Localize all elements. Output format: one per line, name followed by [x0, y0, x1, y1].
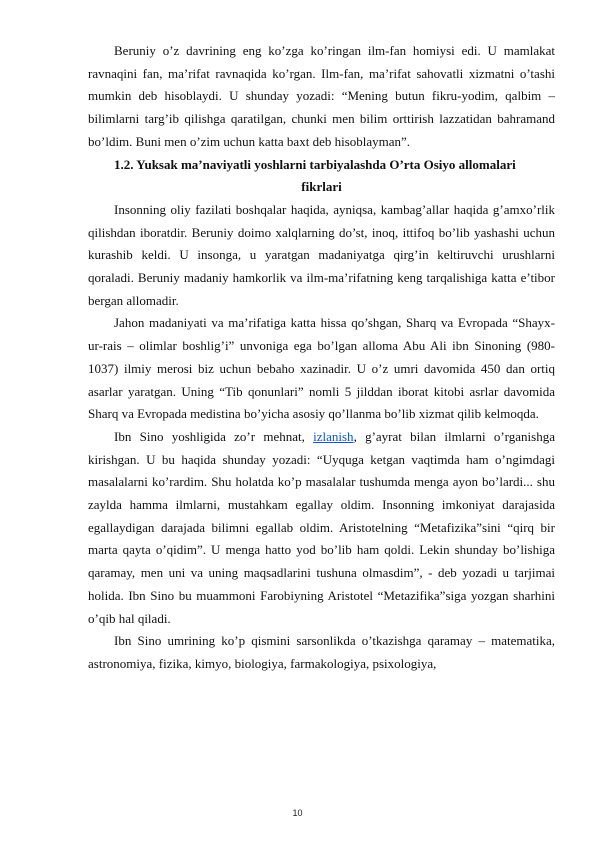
paragraph-ibn-sino-heritage: Jahon madaniyati va ma’rifatiga katta hissa qo’shgan, Sharq va Evropada “Shayx-ur-rais – olimlar boshlig’i” unvoniga ega bo’lgan alloma Abu Ali ibn Sinoning (980-1037) ilmiy merosi biz uchun bebaho xazinadir. U o’z umri davomida 450 dan ortiq asarlar yaratgan. Uning “Tib qonunlari” nomli 5 jilddan iborat kitobi asrlar davomida Sharq va Evropada medistina bo’yicha asosiy qo’llanma bo’lib xizmat qilib kelmoqda. [88, 315, 555, 422]
page-number: 10 [292, 808, 303, 818]
izlanish-link[interactable]: izlanish [313, 428, 354, 444]
section-heading-line-2: fikrlari [301, 179, 342, 195]
paragraph-text-before-link: Ibn Sino yoshligida zo’r mehnat, [114, 428, 314, 444]
section-heading [88, 154, 555, 199]
paragraph-ibn-sino-sciences: Ibn Sino umrining ko’p qismini sarsonlikda o’tkazishga qaramay – matematika, astronomiya, fizika, kimyo, biologiya, farmakologiya, psixologiya, [88, 633, 555, 671]
paragraph-text-after-link: , g’ayrat bilan ilmlarni o’rganishga kirishgan. U bu haqida shunday yozadi: “Uyquga ketgan vaqtimda ham o’ngimdagi masalalarni ko’rardim. Shu holatda ko’p masalalar tushumda menga ayon bo’lardi... shu zaylda hamma ilmlarni, mustahkam egallay oldim. Insonning imkoniyat darajasida egallaydigan darajada bilimni egallab oldim. Aristotelning “Metafizika”sini “qirq bir marta qayta o’qidim”. U menga hatto yod bo’lib ham qoldi. Lekin shunday bo’lishiga qaramay, men uni va uning maqsadlarini tushuna olmasdim”, - deb yozadi u tarjimai holida. Ibn Sino bu muammoni Farobiyning Aristotel “Metazifika”siga yozgan sharhini o’qib hal qiladi. [88, 428, 555, 626]
document-page [88, 40, 555, 676]
paragraph-beruniy-patron: Beruniy o’z davrining eng ko’zga ko’ringan ilm-fan homiysi edi. U mamlakat ravnaqini fan, ma’rifat ravnaqida ko’rgan. Ilm-fan, ma’rifat sahovatli xizmatni o’tashi mumkin deb hisoblaydi. U shunday yozadi: “Mening butun fikru-yodim, qalbim – bilimlarni targ’ib qilishga qaratilgan, chunki men bilim orttirish lazzatidan bahramand bo’ldim. Buni men o’zim uchun katta baxt deb hisoblayman”. [88, 43, 555, 149]
section-heading-line-1: 1.2. Yuksak ma’naviyatli yoshlarni tarbiyalashda O’rta Osiyo allomalari [114, 156, 516, 172]
paragraph-human-virtue: Insonning oliy fazilati boshqalar haqida, ayniqsa, kambag’allar haqida g’amxo’rlik qilishdan iboratdir. Beruniy doimo xalqlarning do’st, inoq, ittifoq bo’lib yashashi uchun kurashib keldi. U insonga, u yaratgan madaniyatga qirg’in keltiruvchi urushlarni qoraladi. Beruniy madaniy hamkorlik va ilm-ma’rifatning keng tarqalishiga katta e’tibor bergan allomadir. [88, 201, 555, 308]
paragraph-ibn-sino-youth [88, 426, 555, 630]
